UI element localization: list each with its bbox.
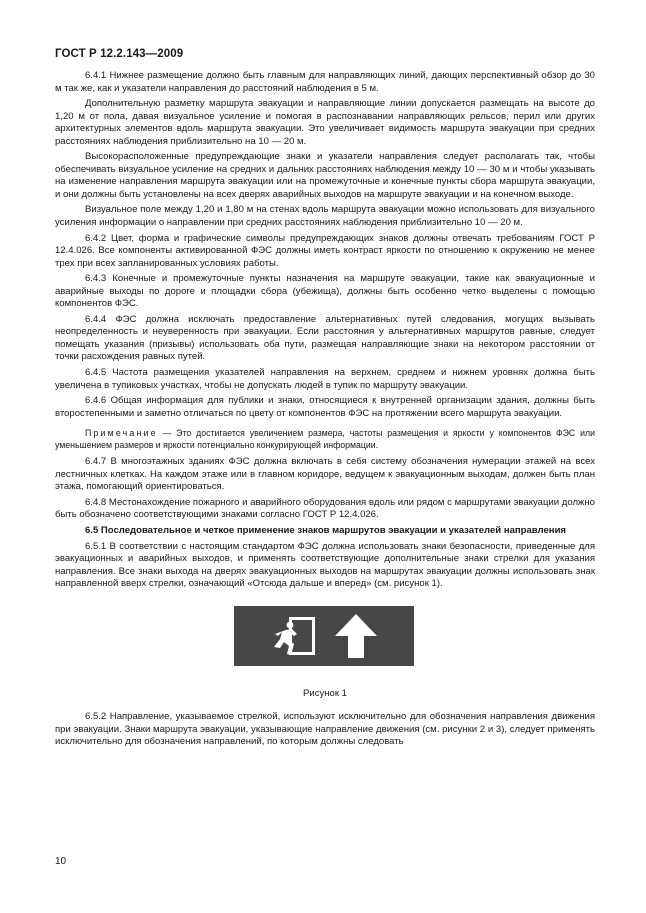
paragraph-6-4-3: 6.4.3 Конечные и промежуточные пункты назначения на маршруте эвакуации, такие как эвакуационные и аварийные выходы по дороге и площадки сбора (убежища), должны быть особенно четко выделены с помощью компонентов ФЭС. (55, 273, 595, 310)
note-label: Примечание (85, 428, 158, 439)
paragraph-additional-marking: Дополнительную разметку маршрута эвакуации и направляющие линии допускается размещать на высоте до 1,20 м от пола, давая визуальное усиление и помогая в распознавании направляющих рельсов, перил или других архитектурных элементов вдоль маршрута эвакуации. Это увеличивает видимость маршрута эвакуации при средних расстояниях наблюдения приблизительно на 10 — 20 м. (55, 98, 595, 147)
note-text: — Это достигается увеличением размера, частоты размещения и яркости у компонентов ФЭС или уменьшением размеров и яркости потенциально конкурирующей информации. (55, 428, 595, 451)
paragraph-6-5-2: 6.5.2 Направление, указываемое стрелкой, используют исключительно для обозначения направления движения при эвакуации. Знаки маршрута эвакуации, указывающие направление движения (см. рисунки 2 и 3), следует применять исключительно для обозначения направлений, по которым должны следовать (55, 711, 595, 748)
running-man-exit-icon (274, 617, 315, 655)
page-number: 10 (55, 856, 67, 867)
paragraph-6-4-1: 6.4.1 Нижнее размещение должно быть главным для направляющих линий, дающих перспективный обзор до 30 м так же, как и указатели направления до расстояний наблюдения в 5 м. (55, 70, 595, 94)
document-body (55, 70, 595, 749)
paragraph-6-4-2: 6.4.2 Цвет, форма и графические символы предупреждающих знаков должны отвечать требованиям ГОСТ Р 12.4.026. Все компоненты активированной ФЭС должны иметь контраст яркости по отношению к окружению не менее трех при всех запланированных условиях работы. (55, 232, 595, 269)
paragraph-6-4-8: 6.4.8 Местонахождение пожарного и аварийного оборудования вдоль или рядом с маршрутами эвакуации должно быть обозначено соответствующими знаками согласно ГОСТ Р 12.4.026. (55, 496, 595, 521)
paragraph-6-4-7: 6.4.7 В многоэтажных зданиях ФЭС должна включать в себя систему обозначения нумерации этажей на всех лестничных клетках. На каждом этаже или в главном коридоре, ведущем к эвакуационным выходам, должен быть план этажа, помогающий ориентироваться. (55, 456, 595, 493)
paragraph-6-4-6: 6.4.6 Общая информация для публики и знаки, относящиеся к внутренней организации здания, должны быть второстепенными и заметно отличаться по цвету от компонентов ФЭС на протяжении всего маршрута эвакуации. (55, 395, 595, 419)
up-arrow-icon (335, 614, 377, 658)
page-header: ГОСТ Р 12.2.143—2009 (55, 48, 184, 60)
exit-sign (234, 606, 414, 666)
figure-1 (55, 606, 595, 688)
paragraph-6-4-5: 6.4.5 Частота размещения указателей направления на верхнем, среднем и нижнем уровнях должна быть увеличена в тупиковых участках, чтобы не допускать людей в тупик по маршруту эвакуации. (55, 367, 595, 391)
paragraph-visual-field: Визуальное поле между 1,20 и 1,80 м на стенах вдоль маршрута эвакуации можно использовать для визуального усиления информации о направлении при средних расстояниях наблюдения приблизительно 10 — 20 м. (55, 204, 595, 229)
paragraph-high-signs: Высокорасположенные предупреждающие знаки и указатели направления следует располагать так, чтобы обеспечивать визуальное усиление на средних и дальних расстояниях наблюдения между 10 — 30 м и чтобы указывать на изменение направления маршрута эвакуации или на промежуточные и конечные пункты сбора маршрута эвакуации, и они должны быть установлены на всех дверях аварийных выходов на маршруте эвакуации и на конечном выходе. (55, 151, 595, 200)
exit-sign-graphic (234, 606, 414, 666)
note (55, 427, 595, 451)
section-heading-6-5: 6.5 Последовательное и четкое применение знаков маршрутов эвакуации и указателей направления (85, 524, 567, 536)
figure-caption: Рисунок 1 (303, 687, 347, 699)
paragraph-6-5-1: 6.5.1 В соответствии с настоящим стандартом ФЭС должна использовать знаки безопасности, приведенные для эвакуационных и аварийных выходов, и применять соответствующие дополнительные знаки стрелки для указания направления. Все знаки выхода на дверях эвакуационных выходов на маршрутах эвакуации должны использовать знак направленной вверх стрелки, означающий «Отсюда дальше и вперед» (см. рисунок 1). (55, 540, 595, 590)
paragraph-6-4-4: 6.4.4 ФЭС должна исключать предоставление альтернативных путей следования, могущих вызывать неопределенность и неуверенность при эвакуации. Если расстояния у альтернативных маршрутов равные, следует помещать указания (призывы) использовать оба пути, размещая направляющие знаки на некотором расстоянии от точки расхождения равных путей. (55, 313, 595, 363)
